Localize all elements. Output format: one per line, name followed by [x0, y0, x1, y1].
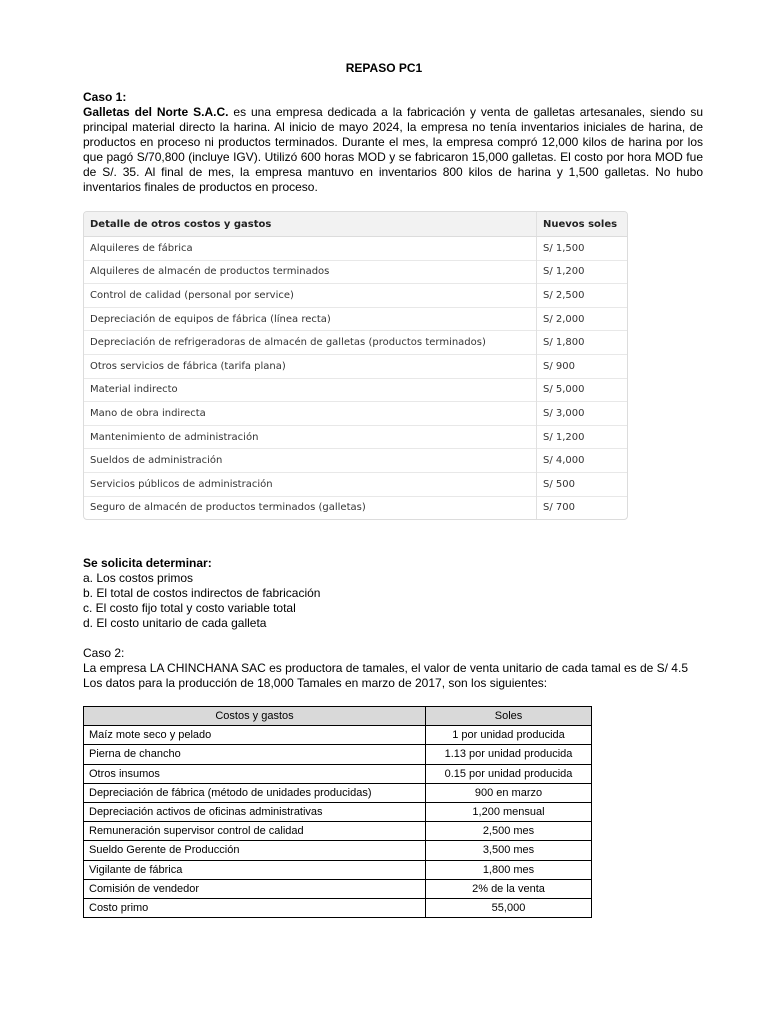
table-cell-value: 0.15 por unidad producida: [426, 764, 592, 783]
case-1-section: [83, 90, 703, 195]
table-cell-value: S/ 1,200: [537, 260, 628, 284]
case-2-section: [83, 646, 688, 691]
table-row: [84, 260, 627, 284]
table-cell-label: Otros insumos: [84, 764, 426, 783]
table-header-cell: Costos y gastos: [84, 707, 426, 726]
table-row: [84, 354, 627, 378]
table-cell-value: S/ 1,500: [537, 237, 628, 261]
case-1-heading: Caso 1:: [83, 90, 127, 104]
table-cell-value: 900 en marzo: [426, 783, 592, 802]
table-row: [84, 378, 627, 402]
request-item: c. El costo fijo total y costo variable total: [83, 601, 296, 615]
table-cell-label: Seguro de almacén de productos terminados (galletas): [84, 496, 537, 519]
table-cell-label: Sueldos de administración: [84, 449, 537, 473]
table-row: [84, 237, 627, 261]
table-cell-label: Servicios públicos de administración: [84, 472, 537, 496]
table-cell-label: Vigilante de fábrica: [84, 860, 426, 879]
request-section: [83, 556, 320, 631]
request-item: d. El costo unitario de cada galleta: [83, 616, 267, 630]
request-heading: Se solicita determinar:: [83, 556, 212, 570]
table-header-cell: Detalle de otros costos y gastos: [84, 212, 537, 237]
table-row: [84, 449, 627, 473]
table-header-cell: Nuevos soles: [537, 212, 628, 237]
table-cell-label: Control de calidad (personal por service): [84, 284, 537, 308]
table-cell-label: Costo primo: [84, 898, 426, 917]
table-cell-value: 1.13 por unidad producida: [426, 745, 592, 764]
table-cell-label: Mano de obra indirecta: [84, 402, 537, 426]
table-row: [84, 402, 627, 426]
table-cell-label: Alquileres de almacén de productos terminados: [84, 260, 537, 284]
table-row: [84, 898, 592, 917]
table-cell-value: S/ 900: [537, 354, 628, 378]
table-cell-label: Remuneración supervisor control de calidad: [84, 822, 426, 841]
page-title: REPASO PC1: [345, 61, 423, 75]
table-cell-value: 3,500 mes: [426, 841, 592, 860]
table-row: [84, 496, 627, 519]
table-cell-value: S/ 700: [537, 496, 628, 519]
case-2-line: Los datos para la producción de 18,000 Tamales en marzo de 2017, son los siguientes:: [83, 676, 548, 690]
company-name: Galletas del Norte S.A.C.: [83, 105, 229, 119]
table-row: [84, 284, 627, 308]
table-cell-label: Depreciación de equipos de fábrica (línea recta): [84, 307, 537, 331]
table-cell-label: Depreciación de refrigeradoras de almacén de galletas (productos terminados): [84, 331, 537, 355]
table-cell-value: S/ 2,000: [537, 307, 628, 331]
table-cell-label: Depreciación activos de oficinas administrativas: [84, 802, 426, 821]
table-row: [84, 726, 592, 745]
table-header-cell: Soles: [426, 707, 592, 726]
table-cell-value: 2% de la venta: [426, 879, 592, 898]
case-2-heading: Caso 2:: [83, 646, 125, 660]
table-cell-value: 2,500 mes: [426, 822, 592, 841]
table-cell-label: Alquileres de fábrica: [84, 237, 537, 261]
table-cell-value: S/ 3,000: [537, 402, 628, 426]
table-row: [84, 783, 592, 802]
case-1-paragraph: [83, 105, 703, 195]
table-cell-value: S/ 4,000: [537, 449, 628, 473]
table-cell-value: 1,800 mes: [426, 860, 592, 879]
table-row: [84, 822, 592, 841]
case-1-text: es una empresa dedicada a la fabricación y venta de galletas artesanales, siendo su principal material directo la harina. Al inicio de mayo 2024, la empresa no tenía inventarios iniciales de harina, de productos en proceso ni productos terminados. Durante el mes, la empresa compró 12,000 kilos de harina por los que pagó S/70,800 (incluye IGV). Utilizó 600 horas MOD y se fabricaron 15,000 galletas. El costo por hora MOD fue de S/. 35. Al final de mes, la empresa mantuvo en inventarios 800 kilos de harina y 1,500 galletas. No hubo inventarios finales de productos en proceso.: [83, 105, 703, 194]
table-cell-label: Otros servicios de fábrica (tarifa plana): [84, 354, 537, 378]
table-cell-label: Sueldo Gerente de Producción: [84, 841, 426, 860]
table-row: [84, 879, 592, 898]
table-row: [84, 802, 592, 821]
other-costs-table: [83, 211, 628, 520]
table-cell-value: S/ 2,500: [537, 284, 628, 308]
table-cell-label: Mantenimiento de administración: [84, 425, 537, 449]
table-header-row: [84, 707, 592, 726]
table-cell-value: 1,200 mensual: [426, 802, 592, 821]
table-row: [84, 331, 627, 355]
table-cell-label: Pierna de chancho: [84, 745, 426, 764]
table-row: [84, 841, 592, 860]
table-cell-value: S/ 5,000: [537, 378, 628, 402]
table-header-row: [84, 212, 627, 237]
table-cell-label: Maíz mote seco y pelado: [84, 726, 426, 745]
table-cell-value: 55,000: [426, 898, 592, 917]
table-cell-value: S/ 1,800: [537, 331, 628, 355]
table-cell-label: Material indirecto: [84, 378, 537, 402]
table-row: [84, 745, 592, 764]
tamales-costs-table: [83, 706, 592, 918]
case-2-line: La empresa LA CHINCHANA SAC es productora de tamales, el valor de venta unitario de cada tamal es de S/ 4.5: [83, 661, 688, 675]
table-row: [84, 425, 627, 449]
table-row: [84, 472, 627, 496]
table-cell-label: Comisión de vendedor: [84, 879, 426, 898]
table-cell-label: Depreciación de fábrica (método de unidades producidas): [84, 783, 426, 802]
table-cell-value: S/ 500: [537, 472, 628, 496]
table-row: [84, 307, 627, 331]
table-row: [84, 764, 592, 783]
table-cell-value: 1 por unidad producida: [426, 726, 592, 745]
table-row: [84, 860, 592, 879]
table-cell-value: S/ 1,200: [537, 425, 628, 449]
request-item: a. Los costos primos: [83, 571, 194, 585]
request-item: b. El total de costos indirectos de fabricación: [83, 586, 321, 600]
